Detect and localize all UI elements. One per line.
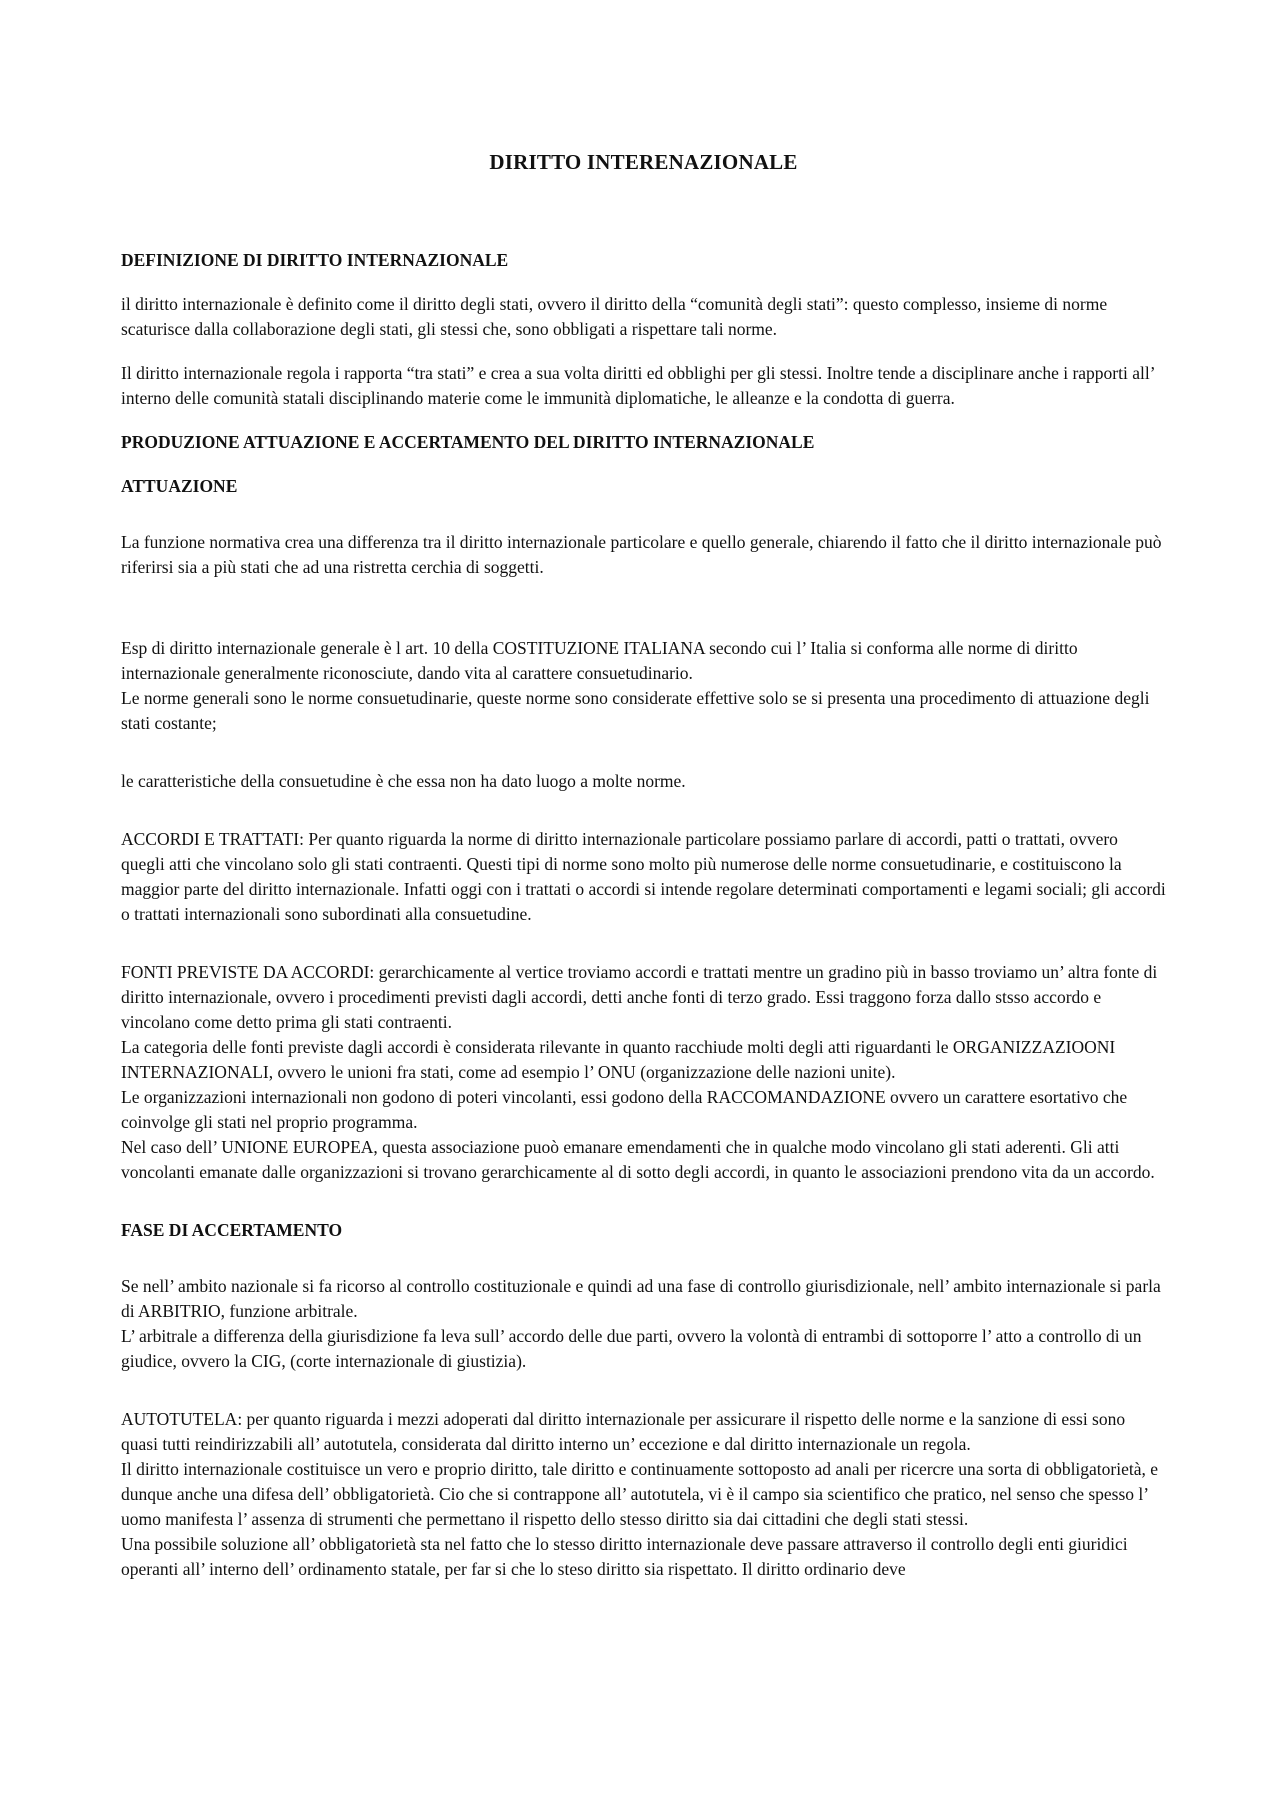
paragraph: Esp di diritto internazionale generale è l art. 10 della COSTITUZIONE ITALIANA secondo cui l’ Italia si conforma alle norme di diritto internazionale generalmente riconosciute, dando vita al carattere consuetudinario. [121,638,1078,683]
heading-definizione: DEFINIZIONE DI DIRITTO INTERNAZIONALE [121,250,509,270]
paragraph-accordi-trattati: ACCORDI E TRATTATI: Per quanto riguarda la norme di diritto internazionale particolare possiamo parlare di accordi, patti o trattati, ovvero quegli atti che vincolano solo gli stati contraenti. Questi tipi di norme sono molto più numerose delle norme consuetudinarie, e costituiscono la maggior parte del diritto internazionale. Infatti oggi con i trattati o accordi si intende regolare determinati comportamenti e legami sociali; gli accordi o trattati internazionali sono subordinati alla consuetudine. [121,829,1166,924]
paragraph: Il diritto internazionale costituisce un vero e proprio diritto, tale diritto e continuamente sottoposto ad anali per ricercre una sorta di obbligatorietà, e dunque anche una difesa dell’ obbligatorietà. Cio che si contrappone all’ autotutela, vi è il campo sia scientifico che pratico, nel senso che spesso l’ uomo manifesta l’ assenza di strumenti che permettano il rispetto dello stesso diritto sia dai cittadini che degli stati stessi. [121,1459,1159,1529]
paragraph: La funzione normativa crea una differenza tra il diritto internazionale particolare e quello generale, chiarendo il fatto che il diritto internazionale può riferirsi sia a più stati che ad una ristretta cerchia di soggetti. [121,532,1162,577]
document-body [121,148,1166,1582]
paragraph-autotutela: AUTOTUTELA: per quanto riguarda i mezzi adoperati dal diritto internazionale per assicurare il rispetto delle norme e la sanzione di essi sono quasi tutti reindirizzabili all’ autotutela, considerata dal diritto interno un’ eccezione e dal diritto internazionale un regola. [121,1409,1126,1454]
paragraph: il diritto internazionale è definito come il diritto degli stati, ovvero il diritto della “comunità degli stati”: questo complesso, insieme di norme scaturisce dalla collaborazione degli stati, gli stessi che, sono obbligati a rispettare tali norme. [121,294,1108,339]
paragraph: Se nell’ ambito nazionale si fa ricorso al controllo costituzionale e quindi ad una fase di controllo giurisdizionale, nell’ ambito internazionale si parla di ARBITRIO, funzione arbitrale. [121,1276,1161,1321]
heading-produzione: PRODUZIONE ATTUAZIONE E ACCERTAMENTO DEL DIRITTO INTERNAZIONALE [121,432,815,452]
paragraph: La categoria delle fonti previste dagli accordi è considerata rilevante in quanto racchiude molti degli atti riguardanti le ORGANIZZAZIOONI INTERNAZIONALI, ovvero le unioni fra stati, come ad esempio l’ ONU (organizzazione delle nazioni unite). [121,1037,1116,1082]
paragraph: le caratteristiche della consuetudine è che essa non ha dato luogo a molte norme. [121,771,686,791]
heading-accertamento: FASE DI ACCERTAMENTO [121,1220,343,1240]
heading-attuazione: ATTUAZIONE [121,476,238,496]
paragraph: Il diritto internazionale regola i rapporta “tra stati” e crea a sua volta diritti ed obblighi per gli stessi. Inoltre tende a disciplinare anche i rapporti all’ interno delle comunità statali disciplinando materie come le immunità diplomatiche, le alleanze e la condotta di guerra. [121,363,1155,408]
paragraph: Nel caso dell’ UNIONE EUROPEA, questa associazione puoò emanare emendamenti che in qualche modo vincolano gli stati aderenti. Gli atti voncolanti emanate dalle organizzazioni si trovano gerarchicamente al di sotto degli accordi, in quanto le associazioni prendono vita da un accordo. [121,1137,1155,1182]
paragraph: Le organizzazioni internazionali non godono di poteri vincolanti, essi godono della RACCOMANDAZIONE ovvero un carattere esortativo che coinvolge gli stati nel proprio programma. [121,1087,1128,1132]
paragraph-fonti-previste: FONTI PREVISTE DA ACCORDI: gerarchicamente al vertice troviamo accordi e trattati mentre un gradino più in basso troviamo un’ altra fonte di diritto internazionale, ovvero i procedimenti previsti dagli accordi, detti anche fonti di terzo grado. Essi traggono forza dallo stsso accordo e vincolano come detto prima gli stati contraenti. [121,962,1158,1032]
paragraph: L’ arbitrale a differenza della giurisdizione fa leva sull’ accordo delle due parti, ovvero la volontà di entrambi di sottoporre l’ atto a controllo di un giudice, ovvero la CIG, (corte internazionale di giustizia). [121,1326,1142,1371]
document-title: DIRITTO INTERENAZIONALE [489,150,798,174]
paragraph: Una possibile soluzione all’ obbligatorietà sta nel fatto che lo stesso diritto internazionale deve passare attraverso il controllo degli enti giuridici operanti all’ interno dell’ ordinamento statale, per far si che lo steso diritto sia rispettato. Il diritto ordinario deve [121,1534,1128,1579]
paragraph: Le norme generali sono le norme consuetudinarie, queste norme sono considerate effettive solo se si presenta una procedimento di attuazione degli stati costante; [121,688,1150,733]
